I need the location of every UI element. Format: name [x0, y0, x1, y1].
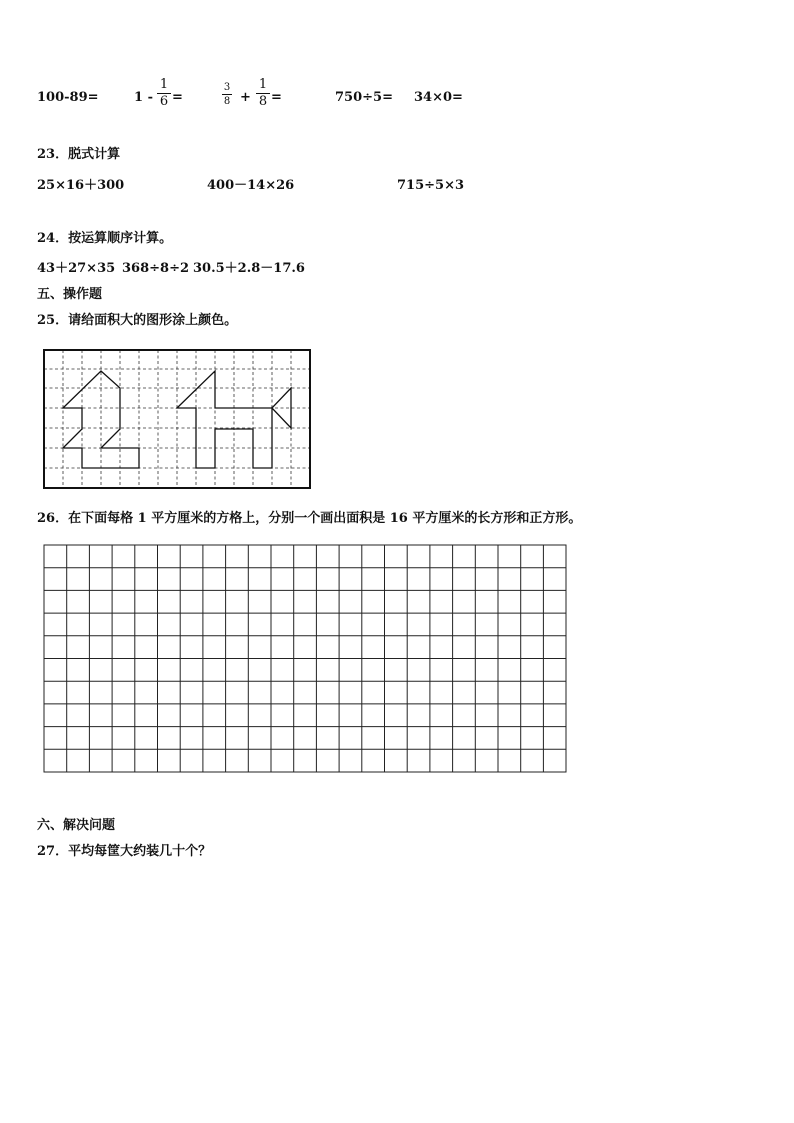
oral-q3-plus: + — [240, 90, 251, 105]
q24-title: 24．按运算顺序计算。 — [37, 231, 173, 246]
q26-square-grid — [43, 544, 569, 774]
oral-q2-fraction — [157, 78, 171, 109]
fraction-numerator: 3 — [223, 82, 231, 93]
fraction-numerator: 1 — [258, 77, 268, 92]
section-6-title: 六、解决问题 — [37, 818, 116, 833]
oral-q1: 100-89= — [37, 90, 99, 105]
oral-q2-prefix: 1 - — [134, 90, 153, 105]
q24-item-2: 368÷8÷2 — [122, 261, 190, 276]
oral-q2-equals: = — [172, 90, 183, 105]
q23-item-1: 25×16＋300 — [37, 178, 125, 193]
fraction-numerator: 1 — [159, 77, 169, 92]
oral-q3-fraction-1 — [222, 82, 232, 107]
q25-title: 25．请给面积大的图形涂上颜色。 — [37, 313, 238, 328]
q24-item-1: 43＋27×35 — [37, 261, 116, 276]
q24-item-3: 30.5＋2.8－17.6 — [193, 261, 305, 276]
oral-q4: 750÷5= — [335, 90, 393, 105]
fraction-bar — [222, 94, 232, 95]
q27-title: 27．平均每筐大约装几十个？ — [37, 844, 212, 859]
fraction-denominator: 6 — [159, 94, 169, 109]
fraction-denominator: 8 — [223, 96, 231, 107]
q23-item-2: 400－14×26 — [207, 178, 295, 193]
oral-q5: 34×0= — [414, 90, 463, 105]
section-5-title: 五、操作题 — [37, 287, 103, 302]
dashed-grid — [44, 350, 310, 488]
q25-grid-figure — [42, 348, 314, 491]
oral-q3-equals: = — [271, 90, 282, 105]
oral-q3-fraction-2 — [256, 78, 270, 109]
q23-title: 23．脱式计算 — [37, 147, 121, 162]
q23-item-3: 715÷5×3 — [397, 178, 465, 193]
fraction-denominator: 8 — [258, 94, 268, 109]
q26-title: 26．在下面每格 1 平方厘米的方格上，分别一个画出面积是 16 平方厘米的长方形和正方形。 — [37, 511, 582, 526]
